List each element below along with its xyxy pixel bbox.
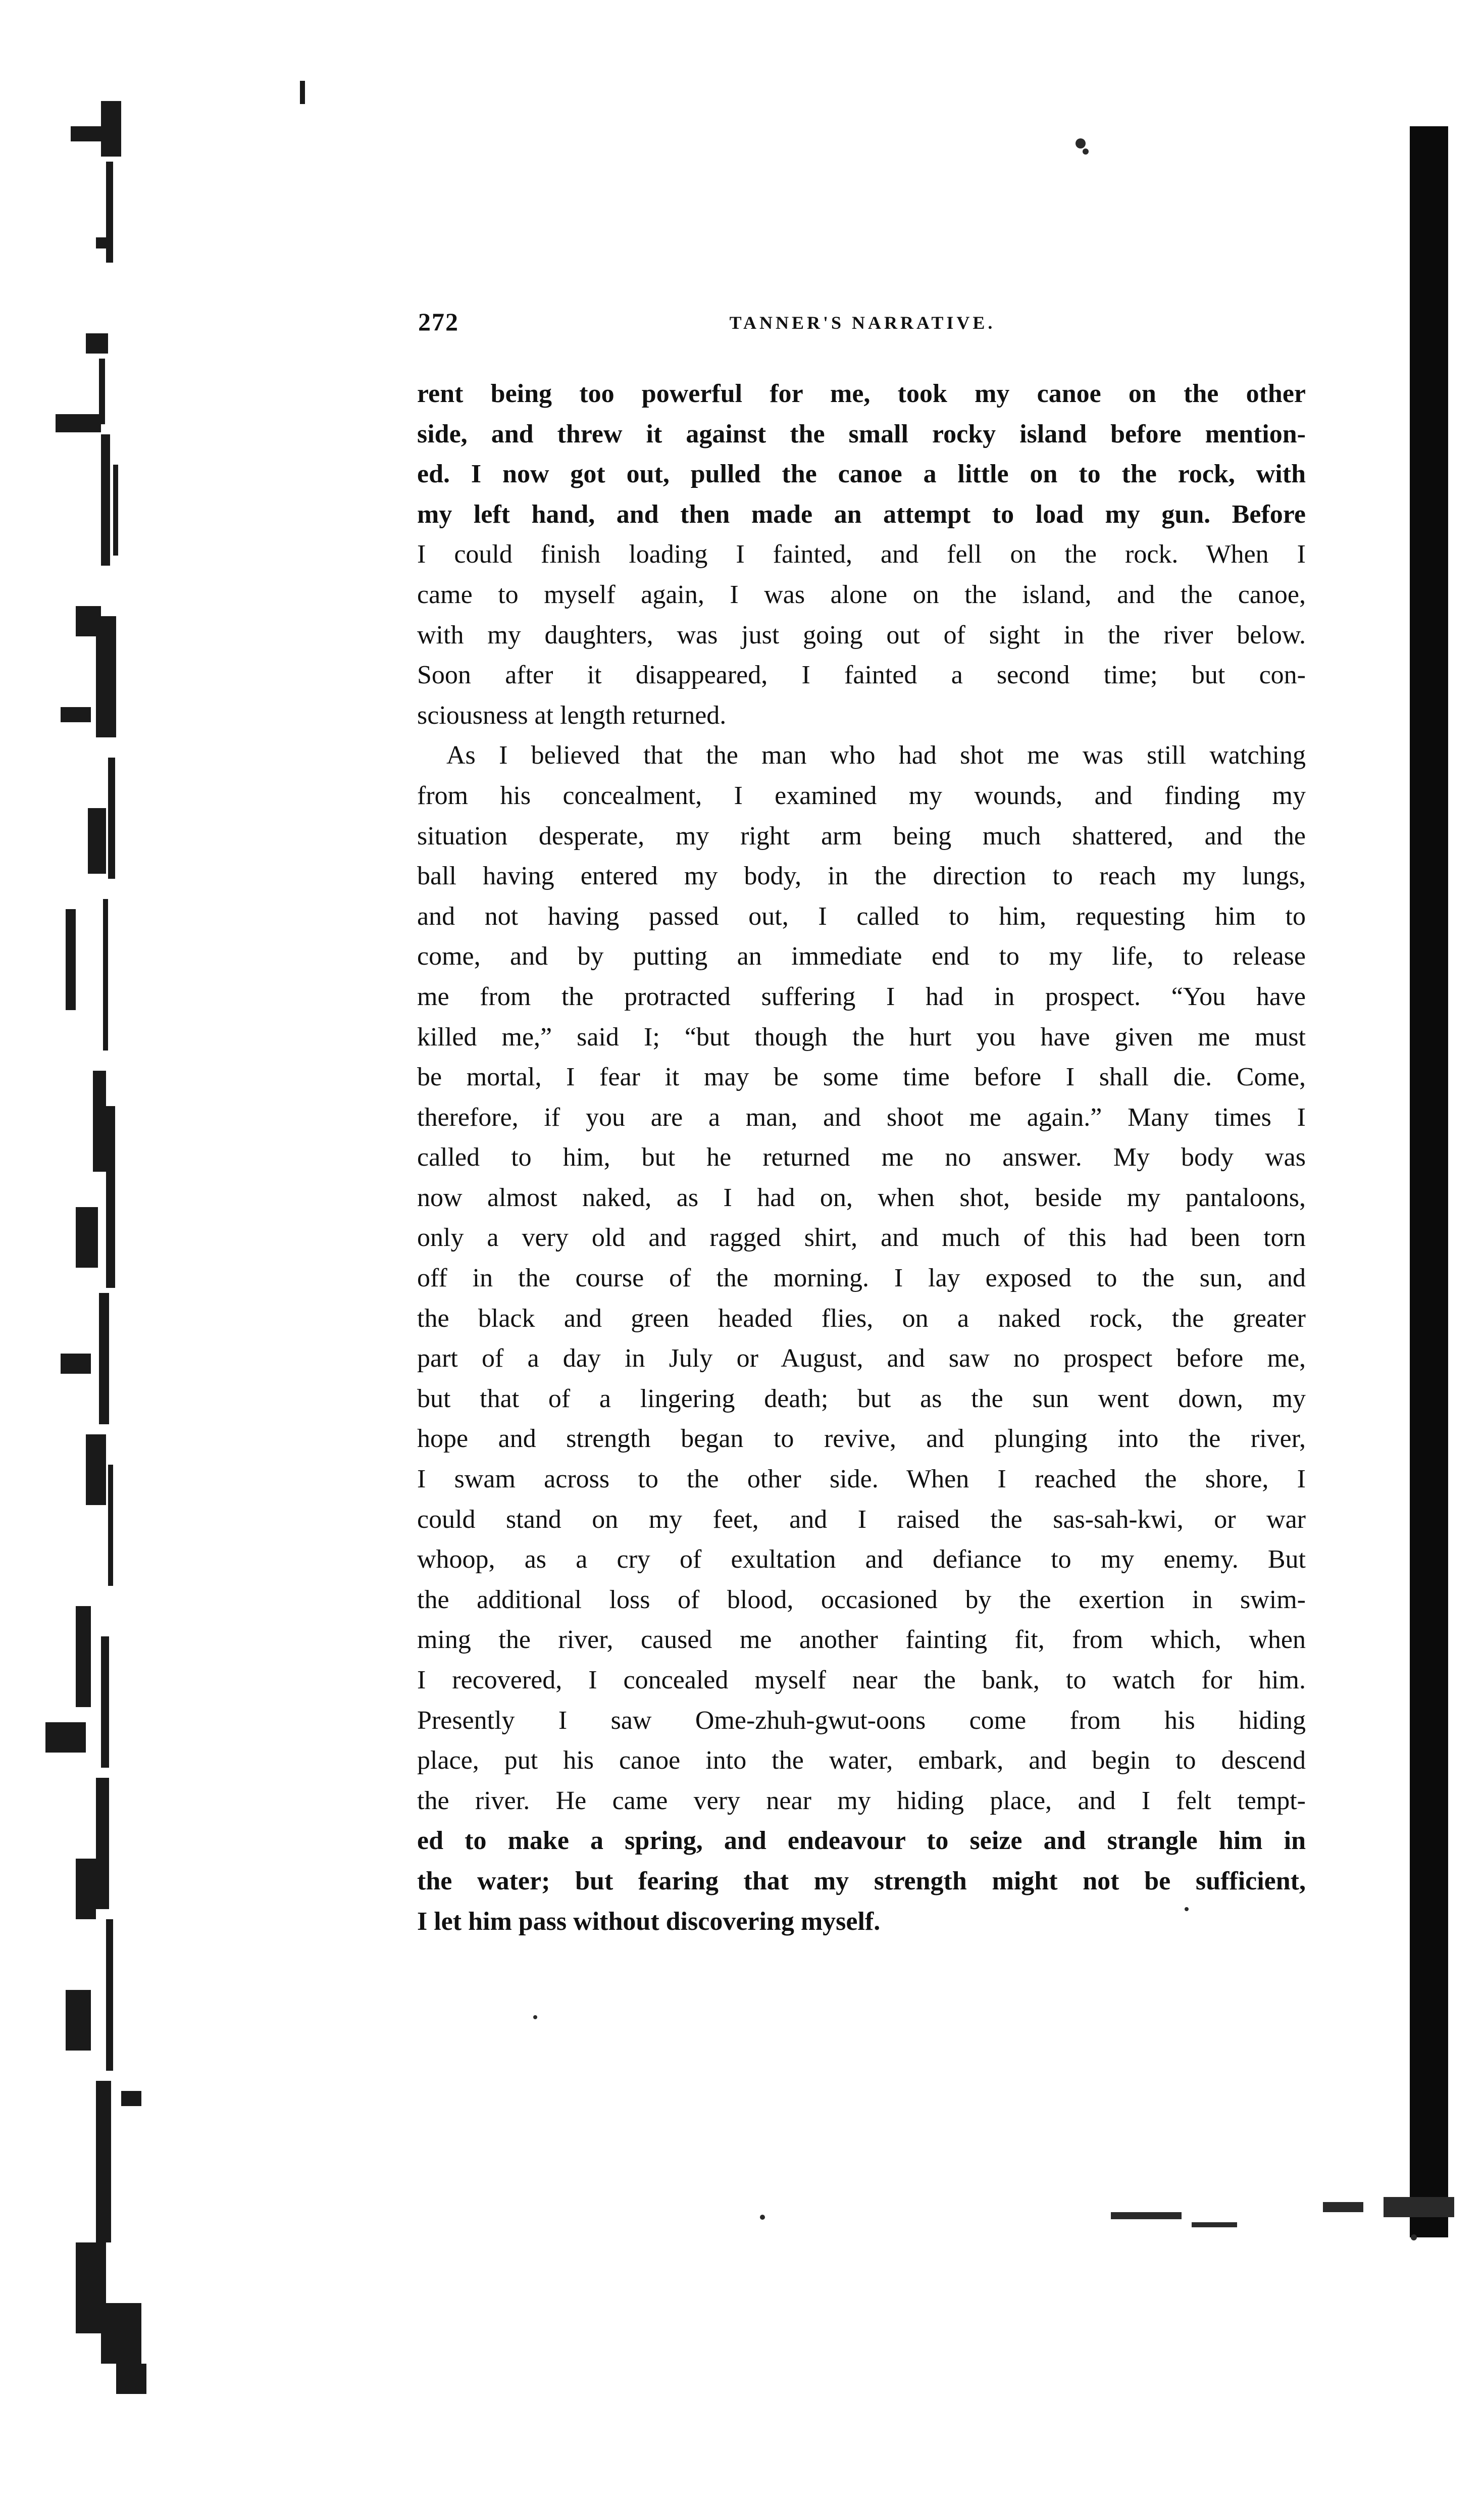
text-line: I recovered, I concealed myself near the bank, to watch for him.	[417, 1666, 1306, 1694]
text-line: Presently I saw Ome-zhuh-gwut-oons come from his hiding	[417, 1706, 1306, 1735]
text-line: ming the river, caused me another fainting fit, from which, when	[417, 1625, 1306, 1655]
text-line: hope and strength began to revive, and plunging into the river,	[417, 1424, 1306, 1454]
text-line: I could finish loading I fainted, and fell on the rock. When I	[417, 540, 1306, 569]
text-line: situation desperate, my right arm being much shattered, and the	[417, 821, 1306, 851]
running-head: TANNER'S NARRATIVE.	[729, 313, 996, 333]
text-line: As I believed that the man who had shot me was still watching	[446, 741, 1306, 770]
page-header	[418, 307, 1307, 347]
text-line: rent being too powerful for me, took my canoe on the other	[417, 379, 1306, 408]
text-line: the river. He came very near my hiding place, and I felt tempt-	[417, 1786, 1306, 1815]
text-line: from his concealment, I examined my wounds, and finding my	[417, 781, 1306, 810]
text-line: side, and threw it against the small rocky island before mention-	[417, 419, 1306, 448]
text-line: part of a day in July or August, and saw no prospect before me,	[417, 1344, 1306, 1373]
text-line: only a very old and ragged shirt, and much of this had been torn	[417, 1223, 1306, 1253]
text-line: sciousness at length returned.	[417, 701, 727, 730]
text-line: place, put his canoe into the water, embark, and begin to descend	[417, 1746, 1306, 1775]
text-line: I swam across to the other side. When I reached the shore, I	[417, 1465, 1306, 1494]
text-line: off in the course of the morning. I lay exposed to the sun, and	[417, 1264, 1306, 1293]
scan-mark	[300, 81, 305, 104]
text-line: killed me,” said I; “but though the hurt you have given me must	[417, 1022, 1306, 1052]
text-line: and not having passed out, I called to him, requesting him to	[417, 902, 1306, 931]
text-line: come, and by putting an immediate end to my life, to release	[417, 942, 1306, 971]
text-line: ball having entered my body, in the direction to reach my lungs,	[417, 862, 1306, 891]
text-line: the black and green headed flies, on a naked rock, the greater	[417, 1304, 1306, 1333]
text-line: called to him, but he returned me no answer. My body was	[417, 1143, 1306, 1172]
page-number: 272	[418, 308, 459, 336]
scan-binding-edge	[0, 71, 167, 2455]
body-text	[417, 374, 1306, 1941]
text-line: my left hand, and then made an attempt to load my gun. Before	[417, 500, 1306, 529]
text-line: now almost naked, as I had on, when shot, beside my pantaloons,	[417, 1183, 1306, 1212]
text-line: me from the protracted suffering I had in prospect. “You have	[417, 982, 1306, 1011]
text-line: ed. I now got out, pulled the canoe a little on to the rock, with	[417, 460, 1306, 489]
text-line: the water; but fearing that my strength might not be sufficient,	[417, 1866, 1306, 1895]
text-line: with my daughters, was just going out of sight in the river below.	[417, 620, 1306, 650]
text-line: came to myself again, I was alone on the island, and the canoe,	[417, 580, 1306, 609]
text-line: therefore, if you are a man, and shoot me again.” Many times I	[417, 1103, 1306, 1132]
text-line: whoop, as a cry of exultation and defiance to my enemy. But	[417, 1545, 1306, 1574]
text-line: the additional loss of blood, occasioned by the exertion in swim-	[417, 1585, 1306, 1614]
text-line: could stand on my feet, and I raised the sas-sah-kwi, or war	[417, 1505, 1306, 1534]
text-line: I let him pass without discovering myself.	[417, 1907, 881, 1936]
scan-shadow-bar	[1410, 126, 1448, 2237]
text-line: ed to make a spring, and endeavour to seize and strangle him in	[417, 1826, 1306, 1856]
text-line: but that of a lingering death; but as the sun went down, my	[417, 1384, 1306, 1413]
text-line: Soon after it disappeared, I fainted a second time; but con-	[417, 661, 1306, 690]
text-line: be mortal, I fear it may be some time before I shall die. Come,	[417, 1063, 1306, 1092]
